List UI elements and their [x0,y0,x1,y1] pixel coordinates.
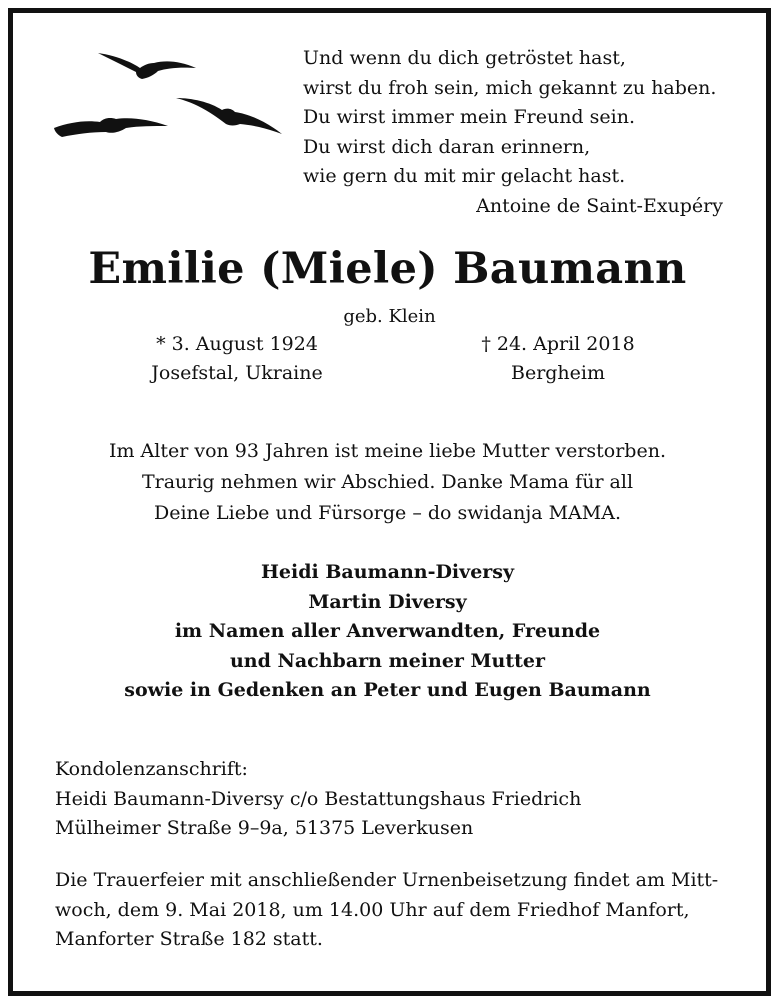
message-line: Deine Liebe und Fürsorge – do swidanja MAMA. [153,502,621,524]
condolence-line: Kondolenzanschrift: [55,758,248,780]
birth-date: * 3. August 1924 [156,333,318,355]
farewell-message [0,436,775,529]
bird-icon [98,53,196,79]
mourner-line: Martin Diversy [308,590,467,613]
poem-line: Du wirst immer mein Freund sein. [303,106,635,128]
bird-icon [176,98,282,134]
funeral-line: Die Trauerfeier mit anschließender Urnenbeisetzung findet am Mitt- [55,869,719,891]
deceased-name: Emilie (Miele) Baumann [88,244,687,294]
birth-place: Josefstal, Ukraine [151,362,323,384]
maiden-name: geb. Klein [343,306,436,327]
message-line: Im Alter von 93 Jahren ist meine liebe Mutter verstorben. [109,440,666,462]
mourner-line: Heidi Baumann-Diversy [260,561,515,583]
condolence-address [55,755,735,844]
poem-line: Du wirst dich daran erinnern, [303,135,591,158]
mourner-line: sowie in Gedenken an Peter und Eugen Baumann [124,679,651,701]
poem-line: wie gern du mit mir gelacht hast. [303,165,626,187]
bird-icon [54,118,168,137]
funeral-line: Manforter Straße 182 statt. [55,928,323,950]
mourners-list [0,558,775,706]
poem-line: Und wenn du dich getröstet hast, [303,47,626,69]
message-line: Traurig nehmen wir Abschied. Danke Mama für all [141,471,634,493]
funeral-line: woch, dem 9. Mai 2018, um 14.00 Uhr auf dem Friedhof Manfort, [55,898,690,921]
funeral-details [55,866,719,955]
mourner-line: und Nachbarn meiner Mutter [229,649,546,672]
mourner-line: im Namen aller Anverwandten, Freunde [174,620,601,642]
death-date: † 24. April 2018 [481,333,635,355]
condolence-line: Heidi Baumann-Diversy c/o Bestattungshaus Friedrich [55,787,582,810]
poem-line: wirst du froh sein, mich gekannt zu haben. [303,76,717,99]
death-place: Bergheim [510,362,606,384]
condolence-line: Mülheimer Straße 9–9a, 51375 Leverkusen [55,817,474,839]
poem-author: Antoine de Saint-Exupéry [476,194,723,217]
death-info [428,330,688,388]
flying-birds-icon [50,38,295,148]
poem-quote [303,44,723,221]
birth-info [107,330,367,388]
